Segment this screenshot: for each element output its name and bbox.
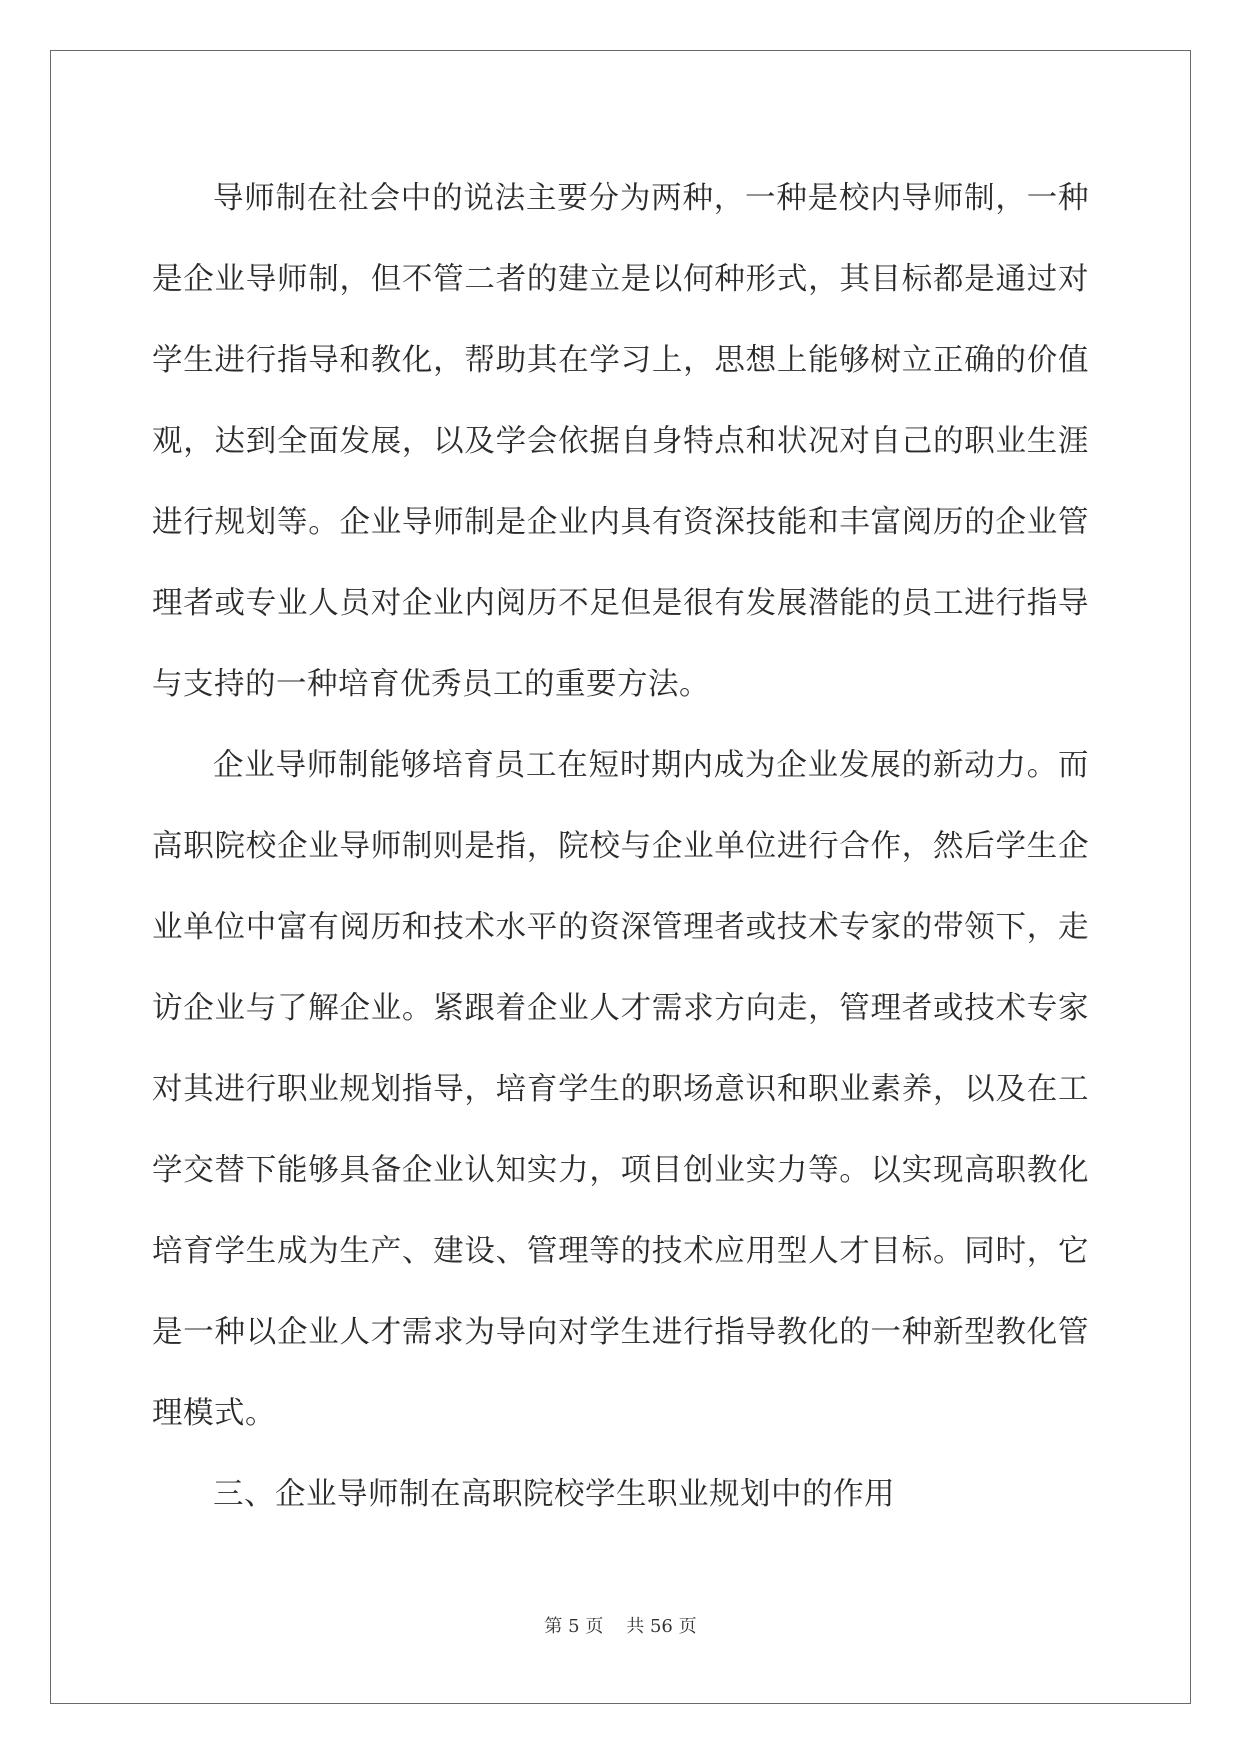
page-footer (0, 1612, 1241, 1638)
page-number: 第 5 页 (544, 1616, 604, 1637)
paragraph-enterprise-mentor: 企业导师制能够培育员工在短时期内成为企业发展的新动力。而高职院校企业导师制则是指，院校与企业单位进行合作，然后学生企业单位中富有阅历和技术水平的资深管理者或技术专家的带领下，走访企业与了解企业。紧跟着企业人才需求方向走，管理者或技术专家对其进行职业规划指导，培育学生的职场意识和职业素养，以及在工学交替下能够具备企业认知实力，项目创业实力等。以实现高职教化培育学生成为生产、建设、管理等的技术应用型人才目标。同时，它是一种以企业人才需求为导向对学生进行指导教化的一种新型教化管理模式。 (152, 748, 1089, 1431)
page-total: 共 56 页 (626, 1616, 697, 1637)
section-heading: 三、企业导师制在高职院校学生职业规划中的作用 (213, 1477, 895, 1512)
document-body (152, 158, 1089, 1535)
paragraph-mentor-definition: 导师制在社会中的说法主要分为两种，一种是校内导师制，一种是企业导师制，但不管二者的建立是以何种形式，其目标都是通过对学生进行指导和教化，帮助其在学习上，思想上能够树立正确的价值观，达到全面发展，以及学会依据自身特点和状况对自己的职业生涯进行规划等。企业导师制是企业内具有资深技能和丰富阅历的企业管理者或专业人员对企业内阅历不足但是很有发展潜能的员工进行指导与支持的一种培育优秀员工的重要方法。 (152, 181, 1089, 702)
